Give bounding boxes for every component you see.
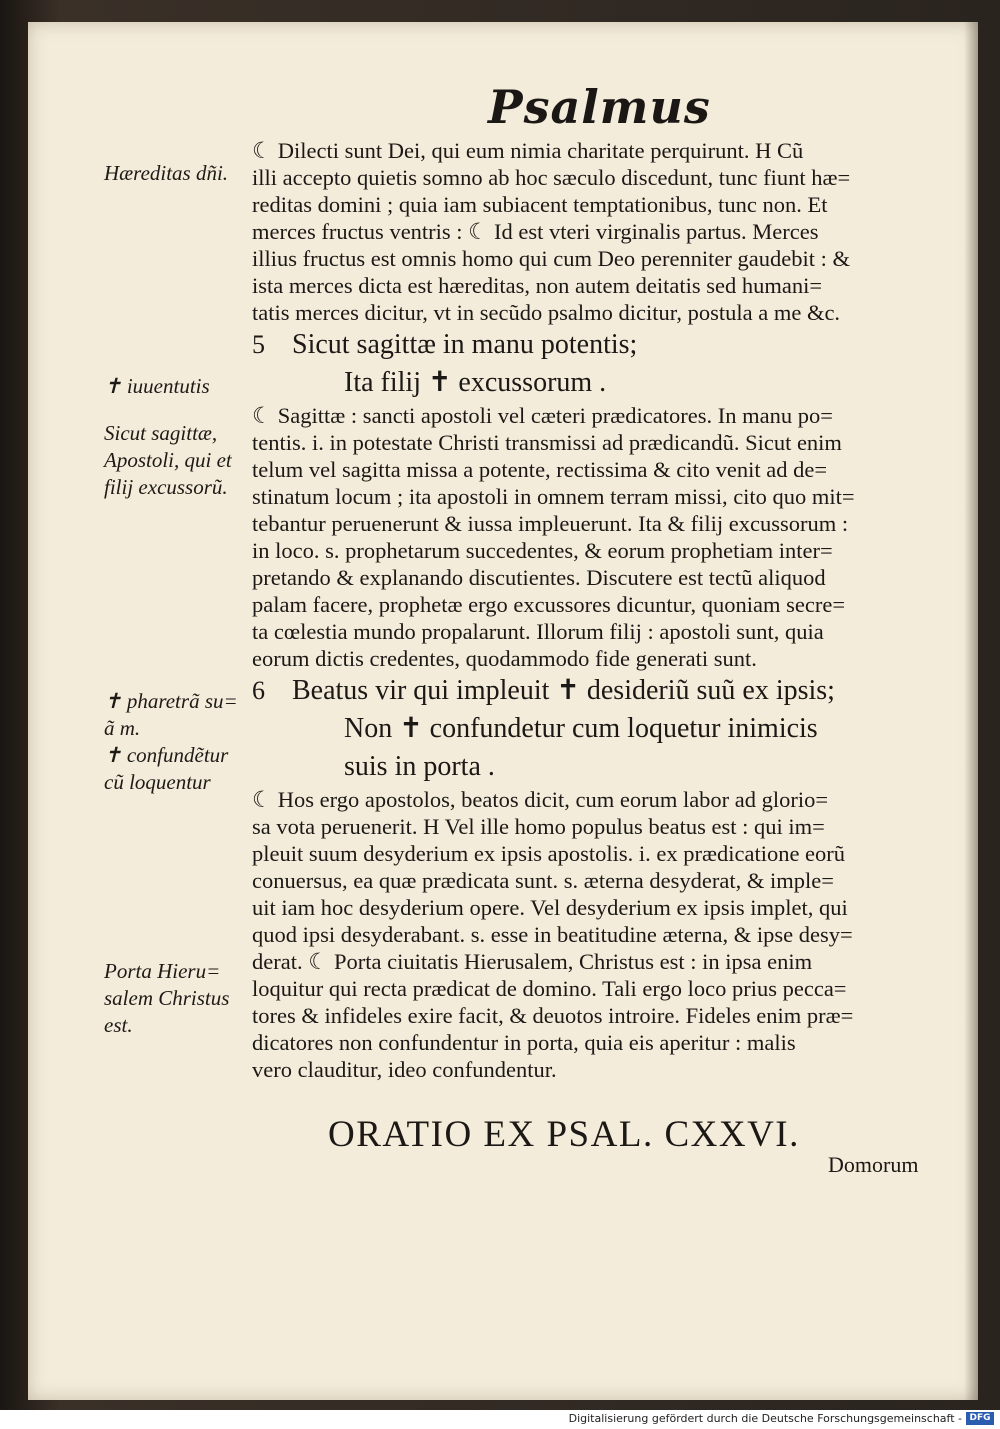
text-line: uit iam hoc desyderium opere. Vel desyderium ex ipsis implet, qui — [252, 895, 848, 920]
text-line: ☾ Sagittæ : sancti apostoli vel cæteri prædicatores. In manu po= — [252, 403, 833, 428]
margin-note-line: Sicut sagittæ, — [104, 421, 218, 445]
text-line: tentis. i. in potestate Christi transmissi ad prædicandũ. Sicut enim — [252, 430, 842, 455]
verse-text: suis in porta . — [344, 751, 495, 782]
margin-note-porta — [104, 958, 254, 1039]
text-line: vero clauditur, ideo confundentur. — [252, 1057, 557, 1082]
text-line: tatis merces dicitur, vt in secũdo psalmo dicitur, postula a me &c. — [252, 300, 841, 325]
text-line: quod ipsi desyderabant. s. esse in beatitudine æterna, & ipse desy= — [252, 922, 853, 947]
text-line: illi accepto quietis somno ab hoc sæculo discedunt, tunc fiunt hæ= — [252, 165, 851, 190]
text-line: stinatum locum ; ita apostoli in omnem terram missi, cito quo mit= — [252, 484, 855, 509]
verse-number: 6 — [252, 676, 265, 705]
text-line: in loco. s. prophetarum succedentes, & eorum prophetiam inter= — [252, 538, 833, 563]
text-line: eorum dictis credentes, quodammodo fide generati sunt. — [252, 646, 757, 671]
text-line: ☾ Hos ergo apostolos, beatos dicit, cum eorum labor ad glorio= — [252, 787, 829, 812]
text-line: reditas domini ; quia iam subiacent temptationibus, tunc non. Et — [252, 192, 828, 217]
footer-bar — [0, 1410, 1000, 1429]
text-line: pretando & explanando discutientes. Discutere est tectũ aliquod — [252, 565, 826, 590]
text-line: sa vota peruenerit. H Vel ille homo populus beatus est : qui im= — [252, 814, 825, 839]
verse-text: Non ✝ confundetur cum loquetur inimicis — [344, 713, 818, 744]
text-line: palam facere, prophetæ ergo excussores dicuntur, quoniam secre= — [252, 592, 846, 617]
text-line: loquitur qui recta prædicat de domino. Tali ergo loco prius pecca= — [252, 976, 847, 1001]
text-line: ista merces dicta est hæreditas, non autem deitatis sed humani= — [252, 273, 823, 298]
verse-text: Sicut sagittæ in manu potentis; — [292, 329, 638, 360]
commentary-paragraph-1 — [252, 137, 952, 326]
text-line: tores & infideles exire facit, & deuotos introire. Fideles enim præ= — [252, 1003, 854, 1028]
text-line: pleuit suum desyderium ex ipsis apostolis. i. ex prædicatione eorũ — [252, 841, 846, 866]
margin-note-pharetram — [104, 688, 254, 796]
margin-note-line: Apostoli, qui et — [104, 448, 232, 472]
verse-text: Beatus vir qui impleuit ✝ desideriũ suũ ex ipsis; — [292, 675, 835, 706]
text-line: telum vel sagitta missa a potente, rectissima & cito venit ad de= — [252, 457, 828, 482]
main-text — [252, 137, 952, 1083]
margin-note-line: ã m. — [104, 716, 141, 740]
margin-note-hereditas — [104, 160, 254, 187]
commentary-paragraph-3 — [252, 786, 952, 1083]
margin-note-line: salem Christus — [104, 986, 230, 1010]
verse-5-line-1 — [252, 326, 952, 364]
text-line: derat. ☾ Porta ciuitatis Hierusalem, Christus est : in ipsa enim — [252, 949, 813, 974]
margin-note-iuuentutis — [104, 373, 254, 400]
running-head: Psalmus — [488, 80, 711, 134]
text-line: merces fructus ventris : ☾ Id est vteri virginalis partus. Merces — [252, 219, 819, 244]
text-line: dicatores non confundentur in porta, quia eis aperitur : malis — [252, 1030, 796, 1055]
margin-note-line: ✝ confundẽtur — [104, 743, 229, 767]
text-line: ta cœlestia mundo propalarunt. Illorum filij : apostoli sunt, quia — [252, 619, 824, 644]
psalm-verse-6 — [252, 672, 952, 786]
margin-note-line: Porta Hieru= — [104, 959, 221, 983]
catchword: Domorum — [828, 1152, 919, 1177]
text-line: conuersus, ea quæ prædicata sunt. s. æterna desyderat, & imple= — [252, 868, 834, 893]
text-line: ☾ Dilecti sunt Dei, qui eum nimia charitate perquirunt. H Cũ — [252, 138, 804, 163]
verse-number: 5 — [252, 330, 265, 359]
funding-credit: Digitalisierung gefördert durch die Deutsche Forschungsgemeinschaft - — [568, 1412, 962, 1425]
oratio-heading: ORATIO EX PSAL. CXXVI. — [328, 1114, 800, 1155]
margin-note-sicut-sagittae — [104, 420, 254, 501]
margin-note-line: cũ loquentur — [104, 770, 211, 794]
margin-note-line: est. — [104, 1013, 133, 1037]
dfg-logo-icon: DFG — [966, 1412, 994, 1425]
commentary-paragraph-2 — [252, 402, 952, 672]
margin-note-line: ✝ pharetrã su= — [104, 689, 238, 713]
text-line: illius fructus est omnis homo qui cum Deo perenniter gaudebit : & — [252, 246, 851, 271]
margin-note-line: Hæreditas dñi. — [104, 161, 229, 185]
psalm-verse-5 — [252, 326, 952, 402]
margin-note-line: ✝ iuuentutis — [104, 374, 210, 398]
verse-text: Ita filij ✝ excussorum . — [344, 367, 607, 398]
text-line: tebantur peruenerunt & iussa impleuerunt. Ita & filij excussorum : — [252, 511, 849, 536]
margin-note-line: filij excussorũ. — [104, 475, 228, 499]
verse-6-line-1 — [252, 672, 952, 710]
